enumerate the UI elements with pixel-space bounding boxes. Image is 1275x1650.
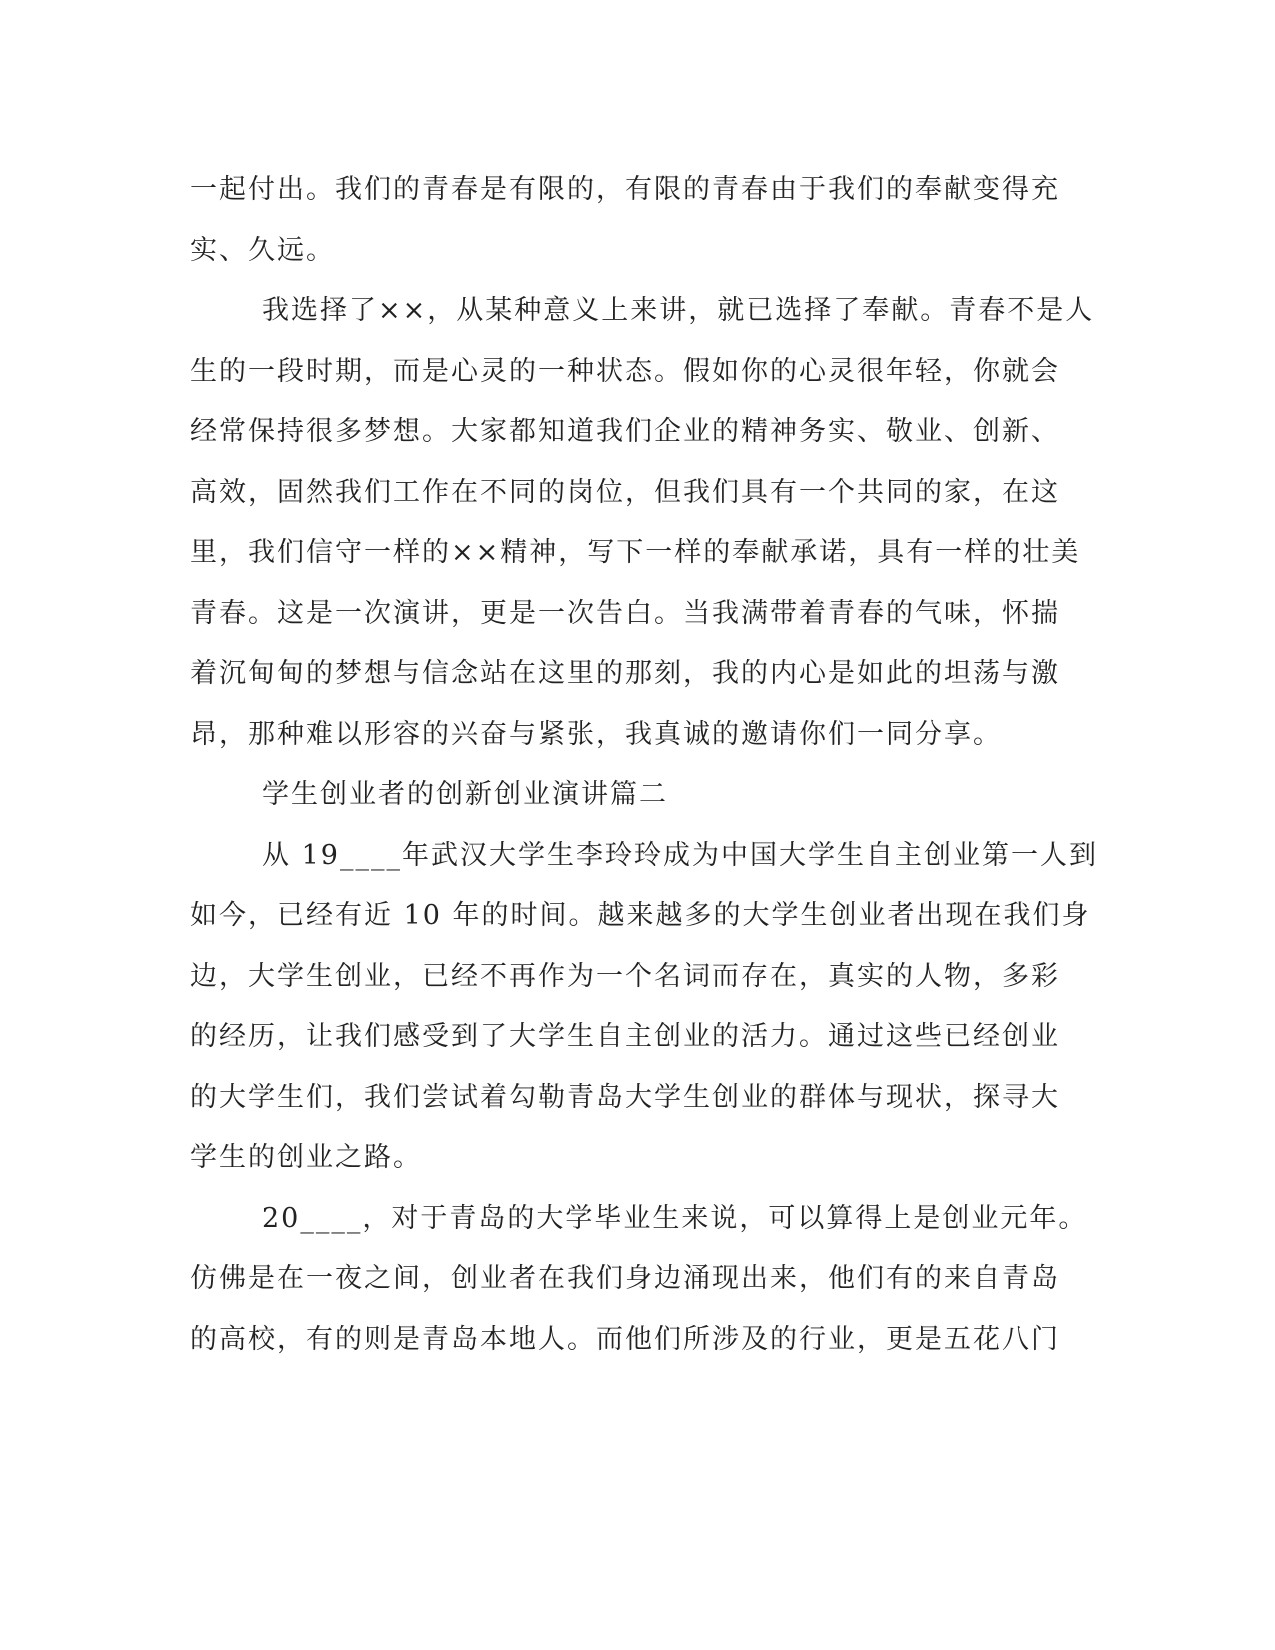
text-line: 的高校，有的则是青岛本地人。而他们所涉及的行业，更是五花八门 [190, 1323, 1060, 1355]
text-line: 的大学生们，我们尝试着勾勒青岛大学生创业的群体与现状，探寻大 [190, 1081, 1060, 1113]
paragraph-start-line: 我选择了××，从某种意义上来讲，就已选择了奉献。青春不是人 [262, 295, 1095, 326]
text-line: 仿佛是在一夜之间，创业者在我们身边涌现出来，他们有的来自青岛 [190, 1263, 1060, 1294]
text-line: 青春。这是一次演讲，更是一次告白。当我满带着青春的气味，怀揣 [190, 597, 1060, 629]
text-line: 高效，固然我们工作在不同的岗位，但我们具有一个共同的家，在这 [190, 476, 1060, 508]
text-line: 里，我们信守一样的××精神，写下一样的奉献承诺，具有一样的壮美 [190, 537, 1081, 568]
text-line: 如今，已经有近 10 年的时间。越来越多的大学生创业者出现在我们身 [190, 900, 1091, 931]
paragraph-start-line: 从 19____年武汉大学生李玲玲成为中国大学生自主创业第一人到 [262, 839, 1098, 871]
document-body [190, 160, 1098, 1370]
section-heading: 学生创业者的创新创业演讲篇二 [262, 779, 668, 810]
text-line: 昂，那种难以形容的兴奋与紧张，我真诚的邀请你们一同分享。 [190, 718, 1002, 750]
paragraph-start-line: 20____，对于青岛的大学毕业生来说，可以算得上是创业元年。 [262, 1202, 1088, 1234]
text-line: 实、久远。 [190, 234, 335, 266]
text-line: 学生的创业之路。 [190, 1142, 422, 1173]
text-line: 边，大学生创业，已经不再作为一个名词而存在，真实的人物，多彩 [190, 960, 1060, 992]
text-line: 一起付出。我们的青春是有限的，有限的青春由于我们的奉献变得充 [190, 174, 1060, 205]
text-line: 的经历，让我们感受到了大学生自主创业的活力。通过这些已经创业 [190, 1021, 1060, 1052]
text-line: 经常保持很多梦想。大家都知道我们企业的精神务实、敬业、创新、 [190, 416, 1060, 447]
text-line: 生的一段时期，而是心灵的一种状态。假如你的心灵很年轻，你就会 [190, 355, 1060, 387]
text-line: 着沉甸甸的梦想与信念站在这里的那刻，我的内心是如此的坦荡与激 [190, 658, 1060, 689]
